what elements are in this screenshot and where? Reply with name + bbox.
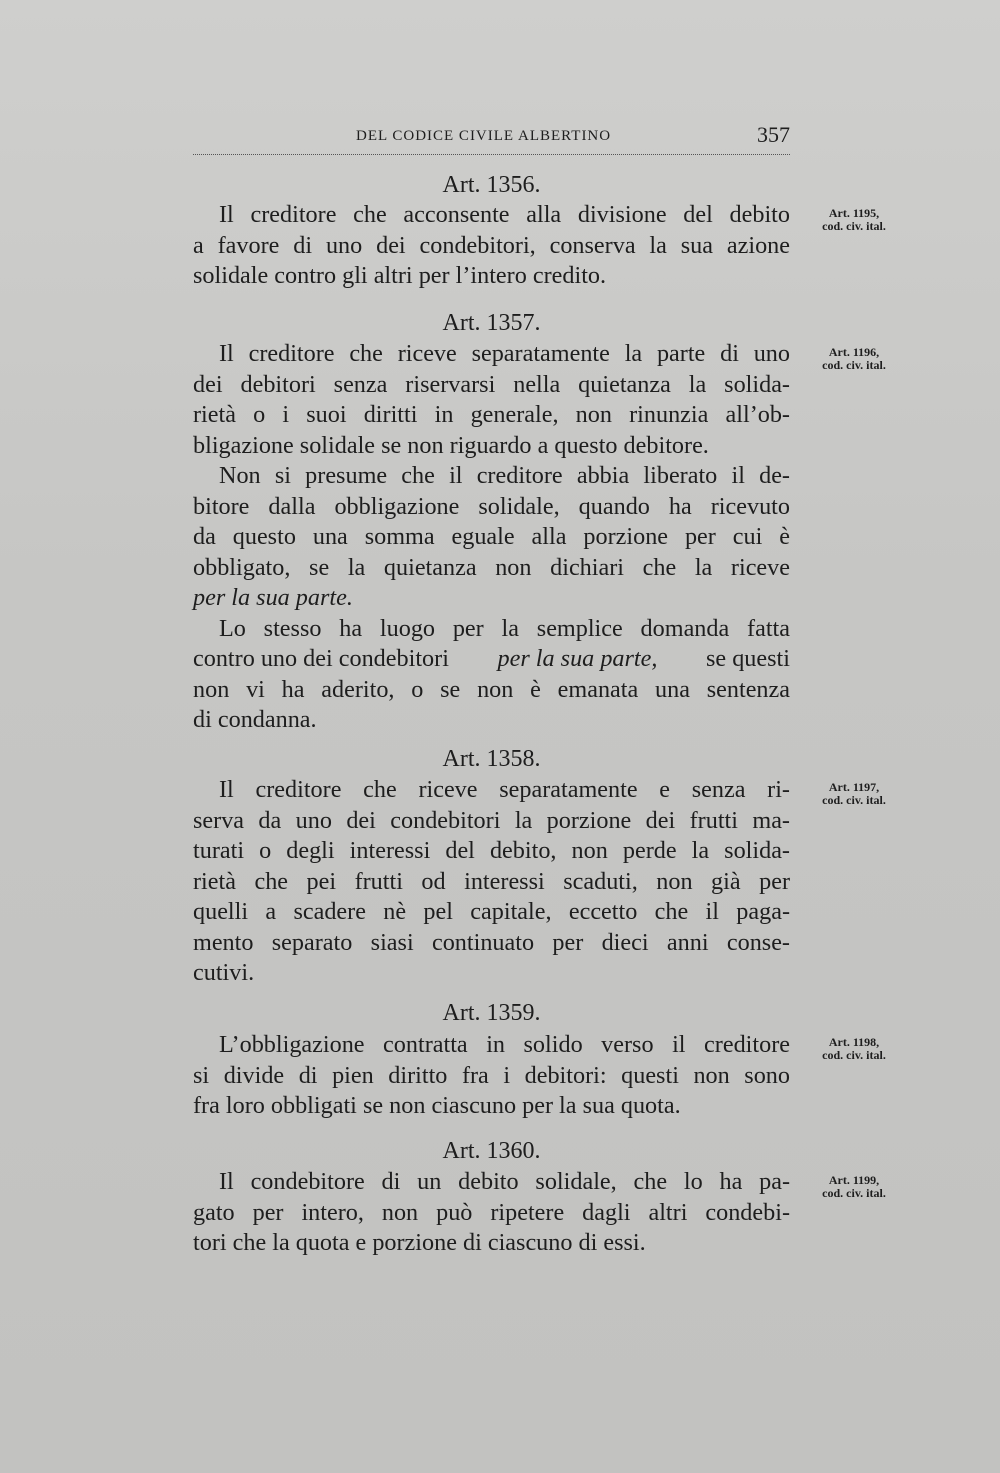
text-line: dei debitori senza riservarsi nella quietanza la solida- — [193, 370, 790, 398]
text-line: turati o degli interessi del debito, non perde la solida- — [193, 837, 790, 864]
text-line: rietà o i suoi diritti in generale, non rinunzia all’ob- — [193, 401, 790, 428]
margin-note-line: cod. civ. ital. — [822, 793, 886, 807]
text-line: rietà che pei frutti od interessi scaduti, non già per — [193, 867, 790, 895]
text-line: si divide di pien diritto fra i debitori: questi non sono — [193, 1061, 790, 1089]
text-line: bitore dalla obbligazione solidale, quando ha ricevuto — [193, 492, 790, 520]
article-heading-1356: Art. 1356. — [442, 172, 541, 198]
margin-note-line: cod. civ. ital. — [822, 1186, 886, 1200]
text-line: quelli a scadere nè pel capitale, eccetto che il paga- — [193, 898, 790, 925]
margin-note-1356 — [808, 207, 900, 233]
page-number: 357 — [757, 122, 790, 147]
text-line: da questo una somma eguale alla porzione per cui è — [193, 523, 790, 550]
article-heading-1360: Art. 1360. — [442, 1138, 541, 1164]
margin-note-line: Art. 1196, — [828, 345, 880, 359]
article-heading-1357: Art. 1357. — [442, 310, 541, 336]
margin-note-1357 — [808, 346, 900, 372]
article-text-1357 — [193, 339, 790, 736]
margin-note-line: cod. civ. ital. — [822, 358, 886, 372]
margin-note-1359 — [808, 1036, 900, 1062]
text-line: Il creditore che acconsente alla divisione del debito — [219, 201, 790, 228]
text-line: obbligato, se la quietanza non dichiari che la riceve — [193, 553, 790, 581]
article-text-1360 — [193, 1167, 790, 1259]
article-heading-1359: Art. 1359. — [442, 1000, 541, 1026]
text-segment: contro uno dei condebitori — [193, 645, 449, 672]
text-line: Il creditore che riceve separatamente e senza ri- — [219, 776, 790, 803]
margin-note-line: Art. 1195, — [828, 206, 880, 220]
text-line: mento separato siasi continuato per dieci anni conse- — [193, 928, 790, 956]
text-line: Il creditore che riceve separatamente la parte di uno — [219, 340, 790, 367]
article-text-1359 — [193, 1030, 790, 1122]
text-line — [193, 644, 790, 675]
text-segment: se questi — [706, 645, 790, 672]
text-line: Non si presume che il creditore abbia liberato il de- — [219, 462, 790, 489]
text-line: serva da uno dei condebitori la porzione dei frutti ma- — [193, 806, 790, 834]
text-line: a favore di uno dei condebitori, conserva la sua azione — [193, 231, 790, 259]
running-head-title: DEL CODICE CIVILE ALBERTINO — [356, 128, 612, 144]
text-line: Lo stesso ha luogo per la semplice domanda fatta — [219, 614, 790, 642]
article-text-1358 — [193, 775, 790, 989]
text-line: solidale contro gli altri per l’intero credito. — [193, 262, 607, 289]
article-heading-1358: Art. 1358. — [442, 746, 541, 772]
margin-note-line: Art. 1199, — [828, 1173, 880, 1187]
text-line: non vi ha aderito, o se non è emanata una sentenza — [193, 675, 790, 703]
italic-phrase: per la sua parte, — [497, 645, 658, 672]
text-line: cutivi. — [193, 959, 255, 986]
text-line: L’obbligazione contratta in solido verso il creditore — [219, 1031, 790, 1058]
text-line: gato per intero, non può ripetere dagli altri condebi- — [193, 1198, 790, 1226]
margin-note-1358 — [808, 781, 900, 807]
italic-phrase: per la sua parte. — [193, 584, 353, 611]
margin-note-line: cod. civ. ital. — [822, 1048, 886, 1062]
article-text-1356 — [193, 200, 790, 292]
text-line: Il condebitore di un debito solidale, che lo ha pa- — [219, 1168, 790, 1195]
text-line: fra loro obbligati se non ciascuno per la sua quota. — [193, 1092, 681, 1119]
text-line — [193, 583, 790, 614]
margin-note-line: Art. 1198, — [828, 1035, 880, 1049]
text-line: bligazione solidale se non riguardo a questo debitore. — [193, 431, 709, 459]
text-line: tori che la quota e porzione di ciascuno di essi. — [193, 1229, 646, 1256]
running-head — [193, 124, 790, 155]
margin-note-line: cod. civ. ital. — [822, 219, 886, 233]
text-line: di condanna. — [193, 706, 317, 733]
margin-note-line: Art. 1197, — [828, 780, 880, 794]
margin-note-1360 — [808, 1174, 900, 1200]
